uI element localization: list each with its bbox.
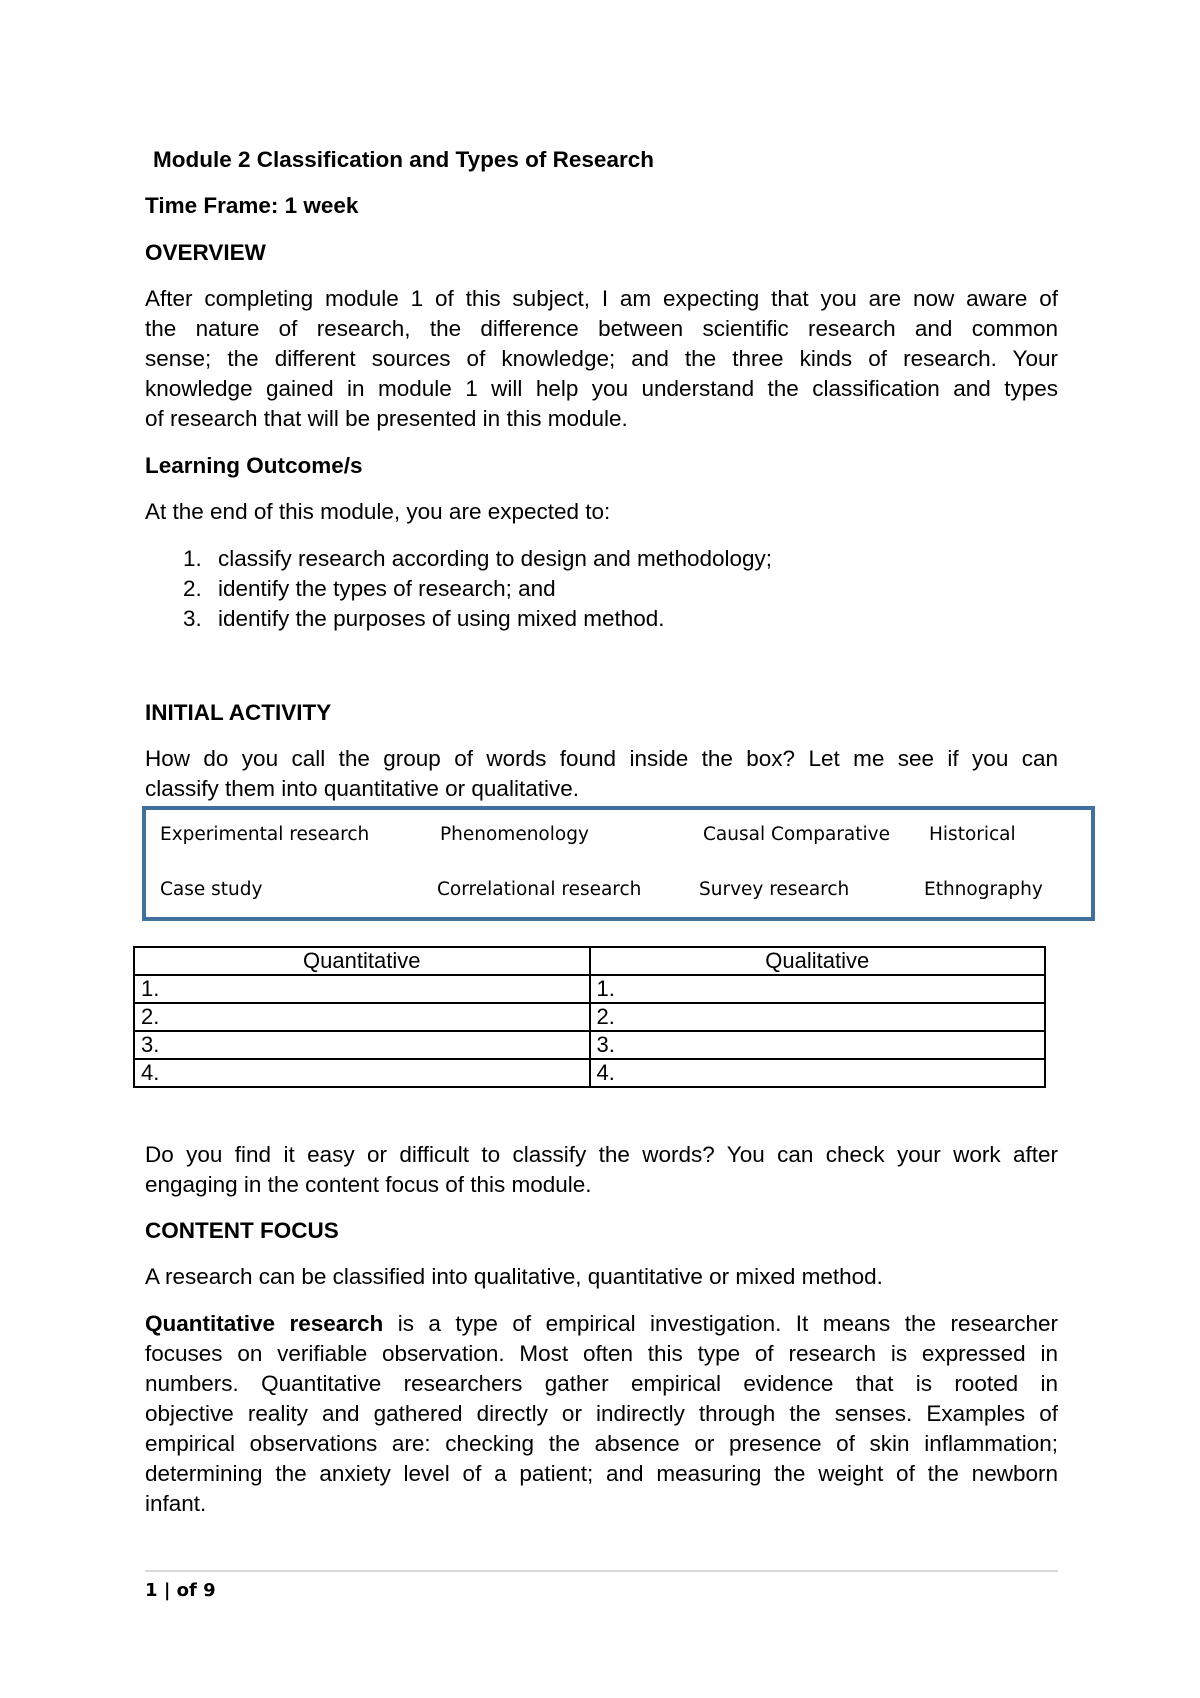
footer-divider bbox=[145, 1570, 1058, 1572]
paragraph-line: empirical observations are: checking the absence or presence of skin inflammation; bbox=[145, 1431, 1058, 1456]
list-item bbox=[145, 544, 1058, 574]
overview-line: After completing module 1 of this subject, I am expecting that you are now aware of bbox=[145, 286, 1058, 311]
initial-activity-heading: INITIAL ACTIVITY bbox=[145, 700, 332, 725]
word-box-item: Case study bbox=[160, 879, 263, 900]
table-header-row bbox=[134, 947, 1045, 975]
table-cell: 4. bbox=[134, 1059, 590, 1087]
paragraph-line-text: is a type of empirical investigation. It means the researcher bbox=[383, 1311, 1058, 1336]
table-row bbox=[134, 1059, 1045, 1087]
overview-heading: OVERVIEW bbox=[145, 240, 266, 265]
list-item bbox=[145, 574, 1058, 604]
initial-activity-line: How do you call the group of words found inside the box? Let me see if you can bbox=[145, 746, 1058, 771]
word-box-item: Phenomenology bbox=[440, 824, 589, 845]
overview-line: sense; the different sources of knowledge; and the three kinds of research. Your bbox=[145, 346, 1058, 371]
list-item-number: 1. bbox=[183, 546, 202, 571]
word-box-item: Historical bbox=[929, 824, 1016, 845]
word-box-item: Correlational research bbox=[437, 879, 642, 900]
paragraph-line: objective reality and gathered directly or indirectly through the senses. Examples of bbox=[145, 1401, 1058, 1426]
overview-paragraph bbox=[145, 284, 1058, 434]
paragraph-line: infant. bbox=[145, 1491, 207, 1516]
overview-line: of research that will be presented in this module. bbox=[145, 406, 628, 431]
word-box-item: Experimental research bbox=[160, 824, 370, 845]
table-cell: 3. bbox=[590, 1031, 1046, 1059]
list-item-text: identify the purposes of using mixed method. bbox=[218, 606, 665, 631]
table-cell: 1. bbox=[590, 975, 1046, 1003]
list-item-number: 2. bbox=[183, 576, 202, 601]
table-row bbox=[134, 1031, 1045, 1059]
table-cell: 3. bbox=[134, 1031, 590, 1059]
list-item-text: classify research according to design and methodology; bbox=[218, 546, 773, 571]
table-row bbox=[134, 975, 1045, 1003]
column-header-quantitative: Quantitative bbox=[134, 947, 590, 975]
table-cell: 2. bbox=[134, 1003, 590, 1031]
page-number-footer bbox=[145, 1580, 216, 1601]
question-line: engaging in the content focus of this module. bbox=[145, 1172, 592, 1197]
quantitative-research-paragraph bbox=[145, 1309, 1058, 1519]
word-box-item: Ethnography bbox=[924, 879, 1043, 900]
table-cell: 1. bbox=[134, 975, 590, 1003]
word-box-item: Survey research bbox=[699, 879, 850, 900]
initial-activity-paragraph bbox=[145, 744, 1058, 804]
paragraph-line bbox=[145, 1309, 1058, 1339]
term-quantitative-research: Quantitative research bbox=[145, 1311, 384, 1336]
table-cell: 2. bbox=[590, 1003, 1046, 1031]
content-focus-intro: A research can be classified into qualitative, quantitative or mixed method. bbox=[145, 1264, 883, 1289]
column-header-qualitative: Qualitative bbox=[590, 947, 1046, 975]
list-item-text: identify the types of research; and bbox=[218, 576, 556, 601]
learning-outcomes-list bbox=[145, 544, 1058, 634]
page-total: of 9 bbox=[176, 1580, 216, 1601]
module-title: Module 2 Classification and Types of Research bbox=[153, 147, 654, 172]
page-separator: | bbox=[163, 1580, 171, 1601]
paragraph-line: determining the anxiety level of a patient; and measuring the weight of the newborn bbox=[145, 1461, 1058, 1486]
learning-outcomes-intro: At the end of this module, you are expected to: bbox=[145, 499, 611, 524]
table-cell: 4. bbox=[590, 1059, 1046, 1087]
question-paragraph bbox=[145, 1140, 1058, 1200]
overview-line: knowledge gained in module 1 will help you understand the classification and types bbox=[145, 376, 1058, 401]
table-row bbox=[134, 1003, 1045, 1031]
list-item bbox=[145, 604, 1058, 634]
time-frame: Time Frame: 1 week bbox=[145, 193, 359, 218]
list-item-number: 3. bbox=[183, 606, 202, 631]
word-box bbox=[142, 806, 1095, 921]
paragraph-line: numbers. Quantitative researchers gather empirical evidence that is rooted in bbox=[145, 1371, 1058, 1396]
page-number: 1 bbox=[145, 1580, 158, 1601]
classification-table bbox=[133, 946, 1046, 1088]
question-line: Do you find it easy or difficult to classify the words? You can check your work after bbox=[145, 1142, 1058, 1167]
content-focus-heading: CONTENT FOCUS bbox=[145, 1218, 339, 1243]
overview-line: the nature of research, the difference between scientific research and common bbox=[145, 316, 1058, 341]
word-box-item: Causal Comparative bbox=[703, 824, 890, 845]
paragraph-line: focuses on verifiable observation. Most often this type of research is expressed in bbox=[145, 1341, 1058, 1366]
initial-activity-line: classify them into quantitative or qualitative. bbox=[145, 776, 579, 801]
learning-outcomes-heading: Learning Outcome/s bbox=[145, 453, 363, 478]
